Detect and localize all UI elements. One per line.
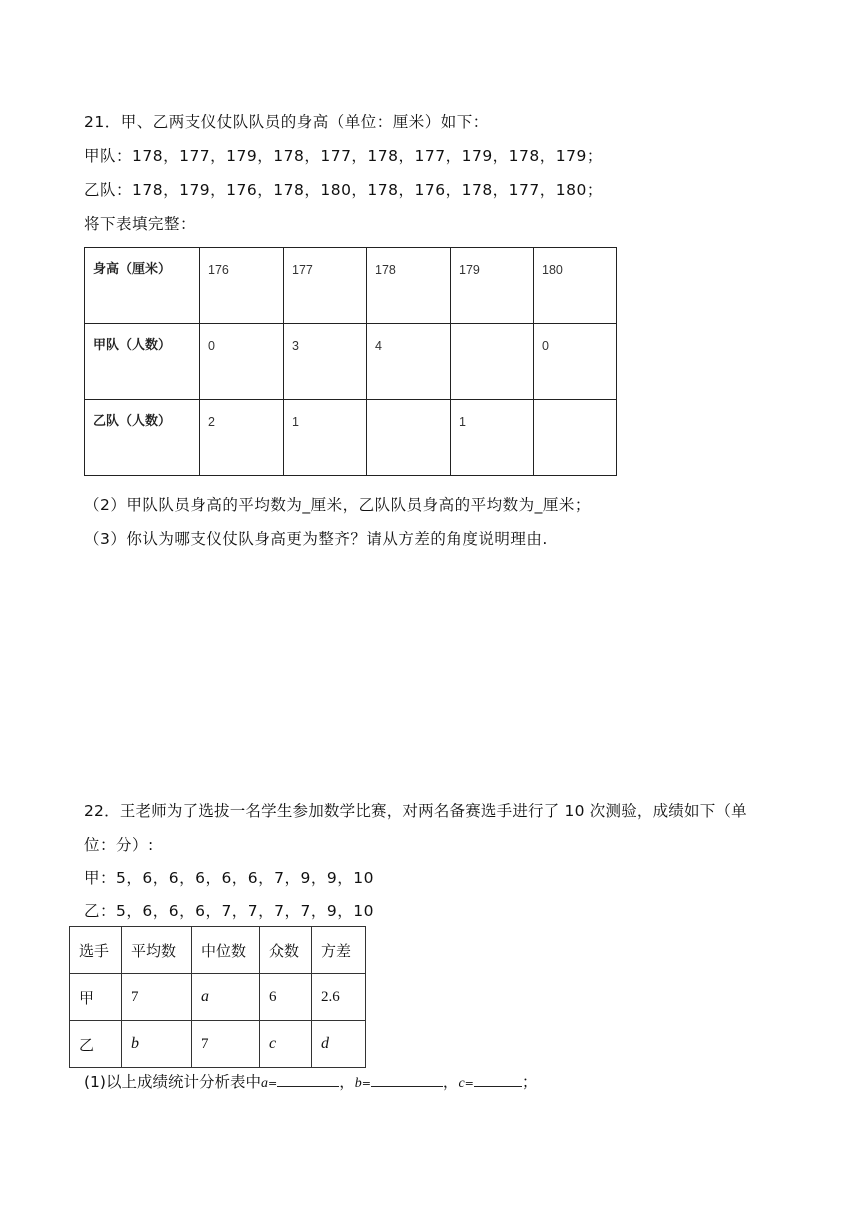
answer-blank-a[interactable] <box>277 1072 339 1087</box>
table-cell: 0 <box>200 324 284 400</box>
table-header-cell: 方差 <box>312 927 366 974</box>
var-c: c <box>458 1076 465 1091</box>
table-row <box>70 1021 366 1068</box>
table-row-label: 甲 <box>70 974 122 1021</box>
answer-blank-b[interactable] <box>371 1072 443 1087</box>
table-cell: 1 <box>451 400 534 476</box>
table-header-cell: 选手 <box>70 927 122 974</box>
terminator: ； <box>521 1073 538 1091</box>
q22-title-line2: 位：分）: <box>84 836 154 854</box>
q21-part3: （3）你认为哪支仪仗队身高更为整齐？请从方差的角度说明理由. <box>84 530 548 548</box>
q22-part1-prefix: (1)以上成绩统计分析表中 <box>84 1073 261 1091</box>
table-row-label: 乙队（人数） <box>85 400 200 476</box>
var-a: a <box>260 1076 268 1091</box>
table-cell: 4 <box>367 324 451 400</box>
separator: ， <box>339 1073 355 1091</box>
q21-title: 21．甲、乙两支仪仗队队员的身高（单位：厘米）如下： <box>84 113 489 131</box>
table-header-cell: 178 <box>367 248 451 324</box>
table-header-cell: 平均数 <box>122 927 192 974</box>
equals-sign: = <box>464 1077 474 1090</box>
var-b: b <box>354 1076 362 1091</box>
q22-title-line1: 22．王老师为了选拔一名学生参加数学比赛，对两名备赛选手进行了 10 次测验，成绩如下（单 <box>84 802 747 820</box>
q22-score-table <box>69 926 366 1068</box>
table-cell-blank <box>451 324 534 400</box>
q22-jia-scores: 甲：5，6，6，6，6，6，7，9，9，10 <box>84 869 374 887</box>
table-row <box>85 324 617 400</box>
table-cell: 6 <box>260 974 312 1021</box>
table-header-row <box>85 248 617 324</box>
table-cell: 3 <box>284 324 367 400</box>
equals-sign: = <box>267 1077 278 1090</box>
table-cell: 2.6 <box>312 974 366 1021</box>
equals-sign: = <box>361 1077 371 1090</box>
table-cell: 1 <box>284 400 367 476</box>
table-header-cell: 身高（厘米） <box>85 248 200 324</box>
q21-instruction: 将下表填完整： <box>84 215 197 233</box>
table-cell: b <box>122 1021 192 1068</box>
table-header-cell: 179 <box>451 248 534 324</box>
table-row <box>85 400 617 476</box>
table-cell-blank <box>534 400 617 476</box>
q22-part1 <box>84 1072 537 1094</box>
table-header-cell: 176 <box>200 248 284 324</box>
table-cell: 0 <box>534 324 617 400</box>
table-row-label: 乙 <box>70 1021 122 1068</box>
table-row <box>70 974 366 1021</box>
q21-team-b-data: 乙队：178，179，176，178，180，178，176，178，177，180； <box>84 181 603 199</box>
table-header-cell: 中位数 <box>192 927 260 974</box>
q21-team-a-data: 甲队：178，177，179，178，177，178，177，179，178，179； <box>84 147 603 165</box>
table-header-row <box>70 927 366 974</box>
table-cell: d <box>312 1021 366 1068</box>
q21-part2: （2）甲队队员身高的平均数为_厘米，乙队队员身高的平均数为_厘米； <box>84 496 591 514</box>
table-cell-blank <box>367 400 451 476</box>
table-cell: 7 <box>192 1021 260 1068</box>
answer-blank-c[interactable] <box>474 1072 522 1087</box>
table-header-cell: 180 <box>534 248 617 324</box>
table-cell: a <box>192 974 260 1021</box>
table-header-cell: 177 <box>284 248 367 324</box>
separator: ， <box>442 1073 459 1091</box>
table-cell: c <box>260 1021 312 1068</box>
table-cell: 2 <box>200 400 284 476</box>
table-row-label: 甲队（人数） <box>85 324 200 400</box>
table-header-cell: 众数 <box>260 927 312 974</box>
q22-yi-scores: 乙：5，6，6，6，7，7，7，7，9，10 <box>84 902 374 920</box>
table-cell: 7 <box>122 974 192 1021</box>
q21-height-table <box>84 247 617 476</box>
